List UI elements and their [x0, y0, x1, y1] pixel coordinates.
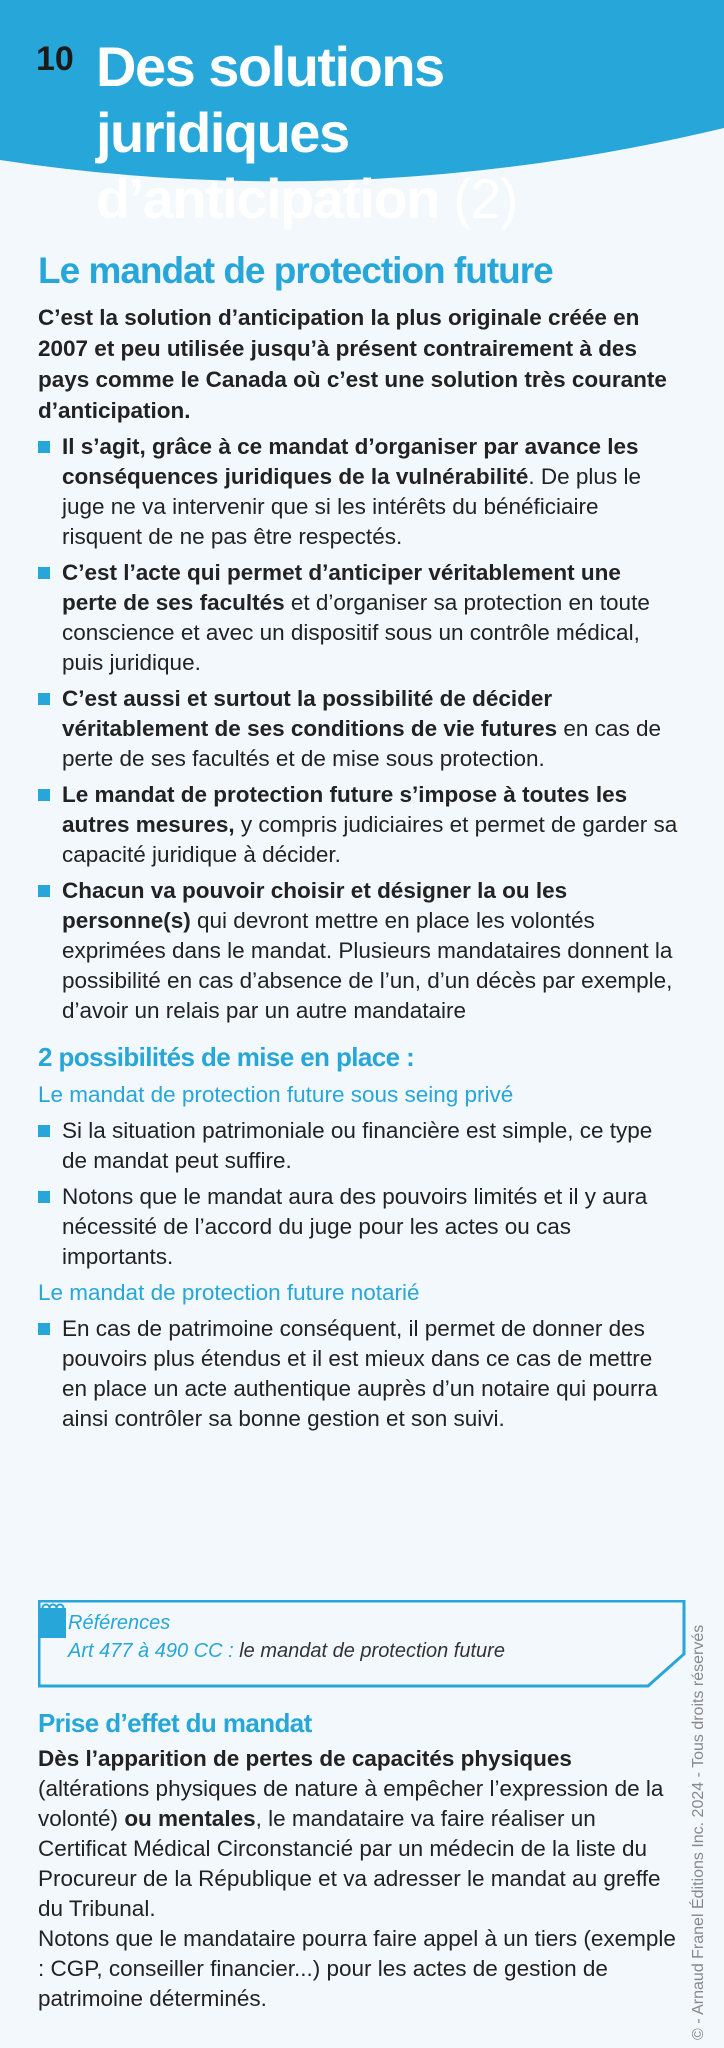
notebook-icon — [38, 1600, 68, 1640]
references-article: Art 477 à 490 CC : — [68, 1640, 234, 1662]
title-suffix: (2) — [453, 167, 518, 230]
title-line-2: d’anticipation — [96, 167, 439, 230]
bullet-square-icon — [38, 567, 50, 579]
bullet-square-icon — [38, 1125, 50, 1137]
copyright-notice: © - Arnaud Franel Éditions Inc. 2024 - Tous droits réservés — [690, 1624, 707, 2040]
list-item — [38, 558, 678, 678]
prise-paragraph-1 — [38, 1744, 686, 1924]
list-item — [38, 1116, 678, 1176]
prise-bold-2: ou mentales — [124, 1806, 256, 1831]
references-box — [38, 1600, 686, 1688]
bullet-text: . De plus le juge ne va intervenir que si les intérêts du bénéficiaire risquent de ne pas être respectés. — [62, 464, 641, 549]
bullet-square-icon — [38, 441, 50, 453]
bullet-bold-text: C’est aussi et surtout la possibilité de décider véritablement de ses conditions de vie futures — [62, 686, 558, 741]
intro-paragraph: C’est la solution d’anticipation la plus originale créée en 2007 et peu utilisée jusqu’à présent contrairement à des pays comme le Canada où c’est une solution très courante d’anticipation. — [38, 305, 667, 423]
bullet-text: en cas de perte de ses facultés et de mise sous protection. — [62, 716, 661, 771]
prise-effet-section — [38, 1706, 686, 2014]
bullet-text: y compris judiciaires et permet de garder sa capacité juridique à décider. — [62, 812, 678, 867]
list-item — [38, 780, 678, 870]
section-heading-mandat: Le mandat de protection future — [38, 250, 553, 291]
prise-bold-1: Dès l’apparition de pertes de capacités physiques — [38, 1746, 572, 1771]
bullet-text: qui devront mettre en place les volontés exprimées dans le mandat. Plusieurs mandataires donnent la possibilité en cas d’absence de l’un, d’un décès par exemple, d’avoir un relais par un autre mandataire — [62, 908, 673, 1023]
bullet-square-icon — [38, 1191, 50, 1203]
list-item — [38, 432, 678, 552]
bullet-square-icon — [38, 885, 50, 897]
bullet-text: Si la situation patrimoniale ou financière est simple, ce type de mandat peut suffire. — [62, 1118, 653, 1173]
bullet-bold-text: C’est l’acte qui permet d’anticiper véritablement une perte de ses facultés — [62, 560, 621, 615]
page-title — [96, 34, 696, 232]
bullet-square-icon — [38, 693, 50, 705]
bullet-text: et d’organiser sa protection en toute conscience et avec un dispositif sous un contrôle médical, puis juridique. — [62, 590, 650, 675]
bullet-square-icon — [38, 1323, 50, 1335]
references-text: le mandat de protection future — [233, 1640, 505, 1662]
prise-heading: Prise d’effet du mandat — [38, 1708, 312, 1738]
list-item — [38, 876, 678, 1026]
prise-text-1: (altérations physiques de nature à empêcher l’expression de la volonté) — [38, 1776, 664, 1831]
prise-text-2: , le mandataire va faire réaliser un Certificat Médical Circonstancié par un médecin de la liste du Procureur de la République et va adresser le mandat au greffe du Tribunal. — [38, 1806, 661, 1921]
possibilites-heading: 2 possibilités de mise en place : — [38, 1042, 415, 1072]
page-header — [0, 0, 724, 230]
bullet-bold-text: Chacun va pouvoir choisir et désigner la ou les personne(s) — [62, 878, 568, 933]
list-item — [38, 684, 678, 774]
private-mandate-heading: Le mandat de protection future sous seing privé — [38, 1082, 514, 1107]
references-title: Références — [68, 1612, 171, 1634]
title-line-1: Des solutions juridiques — [96, 35, 444, 164]
bullet-bold-text: Le mandat de protection future s’impose à toutes les autres mesures, — [62, 782, 628, 837]
bullet-text: En cas de patrimoine conséquent, il permet de donner des pouvoirs plus étendus et il est mieux dans ce cas de mettre en place un acte authentique auprès d’un notaire qui pourra ainsi contrôler sa bonne gestion et son suivi. — [62, 1316, 658, 1431]
notarial-mandate-heading: Le mandat de protection future notarié — [38, 1280, 420, 1305]
main-content — [38, 248, 678, 1434]
list-item — [38, 1182, 678, 1272]
prise-paragraph-2: Notons que le mandataire pourra faire appel à un tiers (exemple : CGP, conseiller financier...) pour les actes de gestion de patrimoine déterminés. — [38, 1926, 676, 2011]
bullet-text: Notons que le mandat aura des pouvoirs limités et il y aura nécessité de l’accord du juge pour les actes ou cas importants. — [62, 1184, 648, 1269]
bullet-bold-text: Il s’agit, grâce à ce mandat d’organiser par avance les conséquences juridiques de la vulnérabilité — [62, 434, 639, 489]
references-line — [68, 1640, 505, 1663]
list-item — [38, 1314, 678, 1434]
bullet-square-icon — [38, 789, 50, 801]
page-number: 10 — [36, 40, 74, 78]
